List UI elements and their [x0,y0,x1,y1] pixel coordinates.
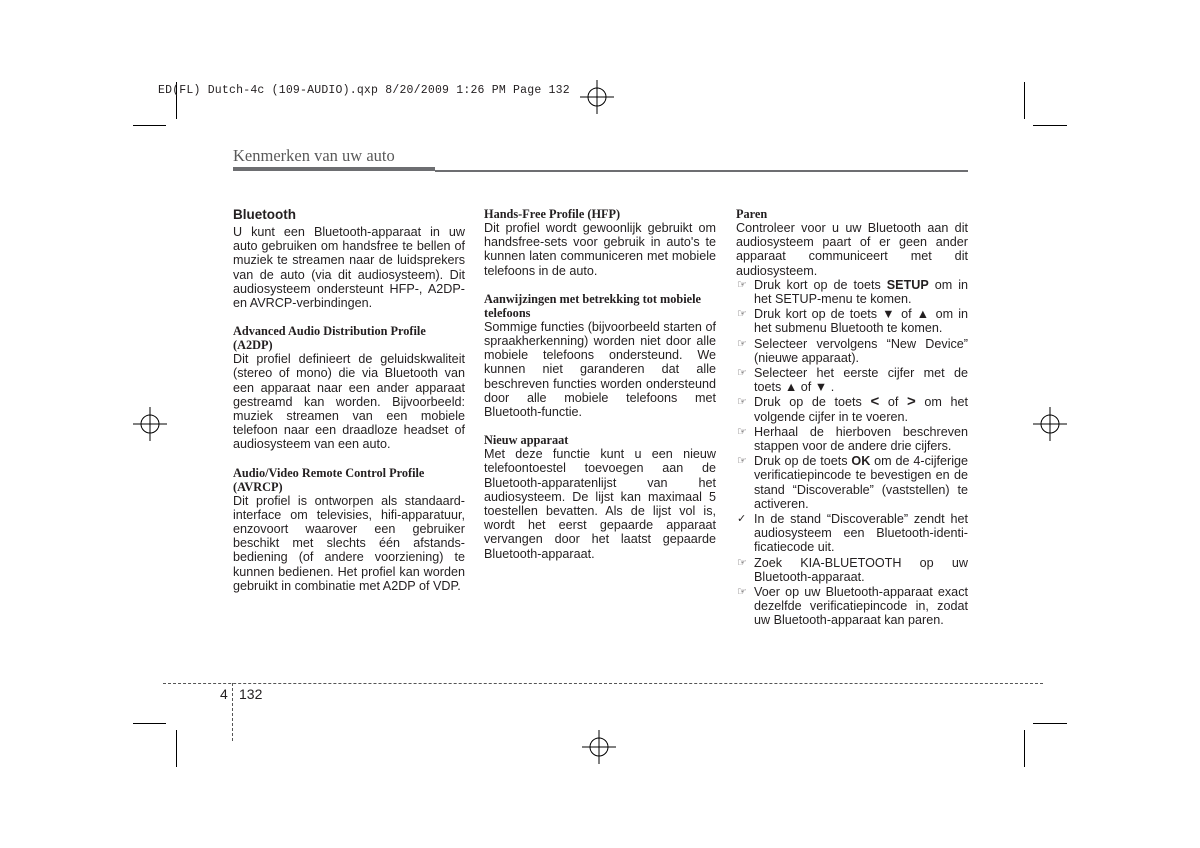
registration-mark-right-icon [1033,407,1067,441]
up-arrow-icon: ▲ [916,307,931,322]
column-3 [736,207,968,629]
pointing-hand-icon: ☞ [737,278,747,291]
mobile-notes-heading: Aanwijzingen met betrekking tot mobiele telefoons [484,291,701,320]
pairing-step: ☞ Druk kort op de toets SETUP om in het SETUP-menu te komen. [737,277,969,307]
new-device-heading: Nieuw apparaat [484,433,569,448]
crop-mark-top-right-v [1024,82,1025,119]
header-rule-thin [435,170,968,172]
down-arrow-icon: ▼ [814,380,828,395]
footer-dashed-rule [163,683,1043,684]
section-title: Kenmerken van uw auto [233,146,395,165]
avrcp-heading: Audio/Video Remote Control Profile (AVRCP) [233,465,425,494]
pairing-step: ☞ Voer op uw Bluetooth-apparaat exact dezelfde verificatiepincode in, zodat uw Bluetooth-apparaat kan paren. [737,585,968,628]
crop-mark-bottom-left-v [176,730,177,767]
page-number-value: 132 [239,686,263,702]
pairing-step: ☞ Druk kort op de toets ▼ of ▲ om in het submenu Bluetooth te komen. [737,307,968,336]
a2dp-text: Dit profiel definieert de geluidskwaliteit (stereo of mono) die via Bluetooth van een apparaat naar een ander apparaat gestreamd kan worden. Bijvoorbeeld: muziek streamen van een mobiele telefoon naar een draadloze headset of audiosysteem van een auto. [233,352,465,452]
pointing-hand-icon: ☞ [737,586,747,599]
header-rule-thick [233,167,435,171]
pairing-step: ☞ Druk op de toets < of > om het volgende cijfer in te voeren. [737,393,968,424]
crop-mark-top-left-h [133,125,166,126]
pairing-step: ☞ Herhaal de hierboven beschreven stappen voor de andere drie cijfers. [737,424,968,454]
down-arrow-icon: ▼ [882,307,897,322]
pointing-hand-icon: ☞ [737,455,747,468]
page-number [220,686,280,704]
new-device-text: Met deze functie kunt u een nieuw telefoontoestel toevoegen aan de Bluetooth-apparatenlijst van het audiosysteem. De lijst kan maximaal 5 toestellen bevatten. Als de lijst vol is, wordt het eerst gepaarde apparaat vervangen door het laatst gepaarde Bluetooth-apparaat. [484,447,716,561]
crop-mark-bottom-right-h [1033,723,1067,724]
pairing-step: ☞ Selecteer vervolgens “New Device” (nieuwe apparaat). [737,336,968,365]
registration-mark-top-icon [580,80,614,114]
pairing-step: ☞ Zoek KIA-BLUETOOTH op uw Bluetooth-apparaat. [737,555,968,584]
a2dp-heading: Advanced Audio Distribution Profile (A2DP) [233,324,426,353]
pairing-steps [736,278,968,628]
pointing-hand-icon: ☞ [737,425,747,438]
hfp-text: Dit profiel wordt gewoonlijk gebruikt om handsfree-sets voor gebruik in auto's te kunnen laten communiceren met mobiele telefoons in de auto. [484,221,716,278]
avrcp-text: Dit profiel is ontworpen als standaard-interface om televisies, hifi-apparatuur, enzovoort waarover een gebruiker beschikt met slechts één afstands-bediening (of andere voorziening) te kunnen bedienen. Het profiel kan worden gebruikt in combinatie met A2DP of VDP. [233,493,465,593]
check-mark-icon: ✓ [737,513,747,526]
right-chevron-icon: > [906,393,916,411]
pointing-hand-icon: ☞ [737,337,747,350]
ok-key-label: OK [851,454,871,469]
column-2 [484,207,716,561]
pairing-intro: Controleer voor u uw Bluetooth aan dit audiosysteem paart of er geen ander apparaat communiceert met dit audiosysteem. [736,221,968,278]
pointing-hand-icon: ☞ [737,308,747,321]
pairing-step: ☞ Selecteer het eerste cijfer met de toets ▲ of ▼ . [737,366,968,395]
pointing-hand-icon: ☞ [737,367,747,380]
crop-mark-bottom-left-h [133,723,166,724]
hfp-heading: Hands-Free Profile (HFP) [484,207,621,221]
pairing-heading: Paren [736,207,768,221]
column-1 [233,207,465,593]
setup-key-label: SETUP [886,277,929,292]
registration-mark-bottom-icon [582,730,616,764]
crop-mark-bottom-right-v [1024,730,1025,767]
printer-slug-line: ED(FL) Dutch-4c (109-AUDIO).qxp 8/20/2009 1:26 PM Page 132 [158,84,570,97]
mobile-notes-text: Sommige functies (bijvoorbeeld starten of spraakherkenning) worden niet door alle mobiele telefoons ondersteund. We kunnen niet garanderen dat alle beschreven functies worden ondersteund door alle mobiele telefoons met Bluetooth-functie. [484,319,716,420]
up-arrow-icon: ▲ [784,380,798,395]
bluetooth-heading: Bluetooth [233,207,296,222]
pairing-step: ✓ In de stand “Discoverable” zendt het audiosysteem een Bluetooth-identi-ficatiecode uit. [737,512,968,555]
chapter-number: 4 [220,686,228,702]
left-chevron-icon: < [870,393,880,411]
pointing-hand-icon: ☞ [737,556,747,569]
registration-mark-left-icon [133,407,167,441]
crop-mark-top-right-h [1033,125,1067,126]
pairing-step: ☞ Druk op de toets OK om de 4-cijferige verificatiepincode te bevestigen en de stand “Discoverable” (vaststellen) te activeren. [737,454,969,511]
bluetooth-intro: U kunt een Bluetooth-apparaat in uw auto gebruiken om handsfree te bellen of muziek te streamen naar de luidsprekers van de auto (via dit audiosysteem). Dit audiosysteem ondersteunt HFP-, A2DP- en AVRCP-verbindingen. [233,225,465,311]
pointing-hand-icon: ☞ [737,396,747,409]
